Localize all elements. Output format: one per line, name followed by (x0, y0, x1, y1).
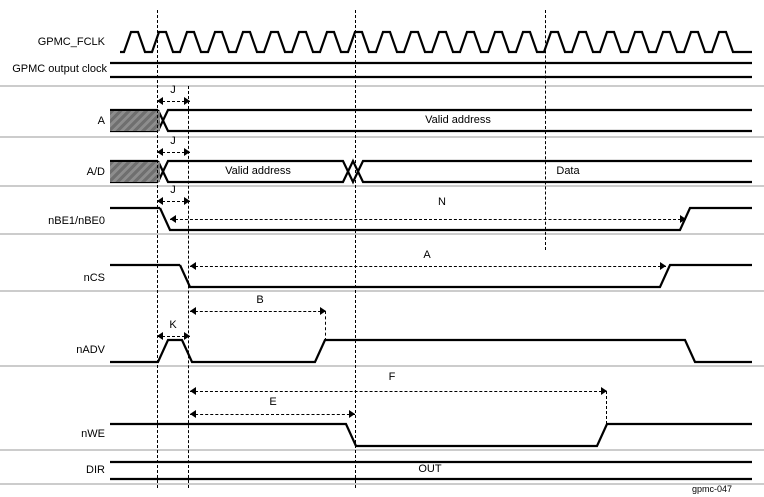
signal-label-fclk: GPMC_FCLK (37, 36, 105, 48)
timing-arrow-left-k (157, 332, 163, 340)
timing-arrow-left-b (190, 307, 196, 315)
timing-span-e (190, 414, 355, 415)
timing-arrow-left-j-ad (157, 148, 163, 156)
timing-arrow-right-e (349, 410, 355, 418)
timing-label-j-a: J (170, 84, 176, 96)
signal-label-a: A (97, 115, 105, 127)
timing-arrow-left-n (170, 215, 176, 223)
timing-span-n (170, 219, 686, 220)
signal-label-ncs: nCS (83, 272, 105, 284)
timing-drop-f (606, 391, 607, 424)
timing-label-n: N (438, 196, 446, 208)
timing-label-k: K (169, 319, 177, 331)
bus-label-dir-out: OUT (418, 463, 442, 475)
timing-span-b (190, 311, 326, 312)
bus-label-valid-address-ad: Valid address (225, 165, 291, 177)
timing-arrow-right-j-ad (184, 148, 190, 156)
timing-label-j-ad: J (170, 135, 176, 147)
timing-arrow-right-j-a (184, 97, 190, 105)
ref-line-3 (355, 10, 356, 488)
dont-care-block-a (110, 111, 160, 131)
ref-line-4 (545, 10, 546, 250)
timing-span-a (190, 266, 666, 267)
timing-drop-b (325, 311, 326, 341)
bus-label-valid-address-a: Valid address (425, 114, 491, 126)
signal-label-nadv: nADV (76, 344, 105, 356)
timing-arrow-right-k (184, 332, 190, 340)
timing-arrow-right-n (680, 215, 686, 223)
timing-label-e: E (269, 396, 277, 408)
timing-label-j-nbe: J (170, 184, 176, 196)
signal-label-nbe: nBE1/nBE0 (48, 215, 105, 227)
timing-label-b: B (256, 294, 264, 306)
dont-care-block-ad (110, 162, 160, 182)
ref-line-1 (157, 10, 158, 488)
timing-arrow-left-a (190, 262, 196, 270)
signal-label-dir: DIR (86, 464, 105, 476)
timing-arrow-left-j-nbe (157, 197, 163, 205)
timing-arrow-left-e (190, 410, 196, 418)
bus-label-data: Data (556, 165, 580, 177)
signal-label-outclk: GPMC output clock (12, 63, 107, 75)
timing-label-f: F (388, 371, 396, 383)
timing-span-f (190, 391, 607, 392)
timing-arrow-right-a (660, 262, 666, 270)
timing-arrow-left-f (190, 387, 196, 395)
signal-label-nwe: nWE (81, 428, 105, 440)
timing-label-a: A (423, 249, 431, 261)
figure-credit: gpmc-047 (692, 484, 733, 494)
timing-arrow-left-j-a (157, 97, 163, 105)
signal-label-ad: A/D (86, 166, 105, 178)
timing-arrow-right-j-nbe (184, 197, 190, 205)
